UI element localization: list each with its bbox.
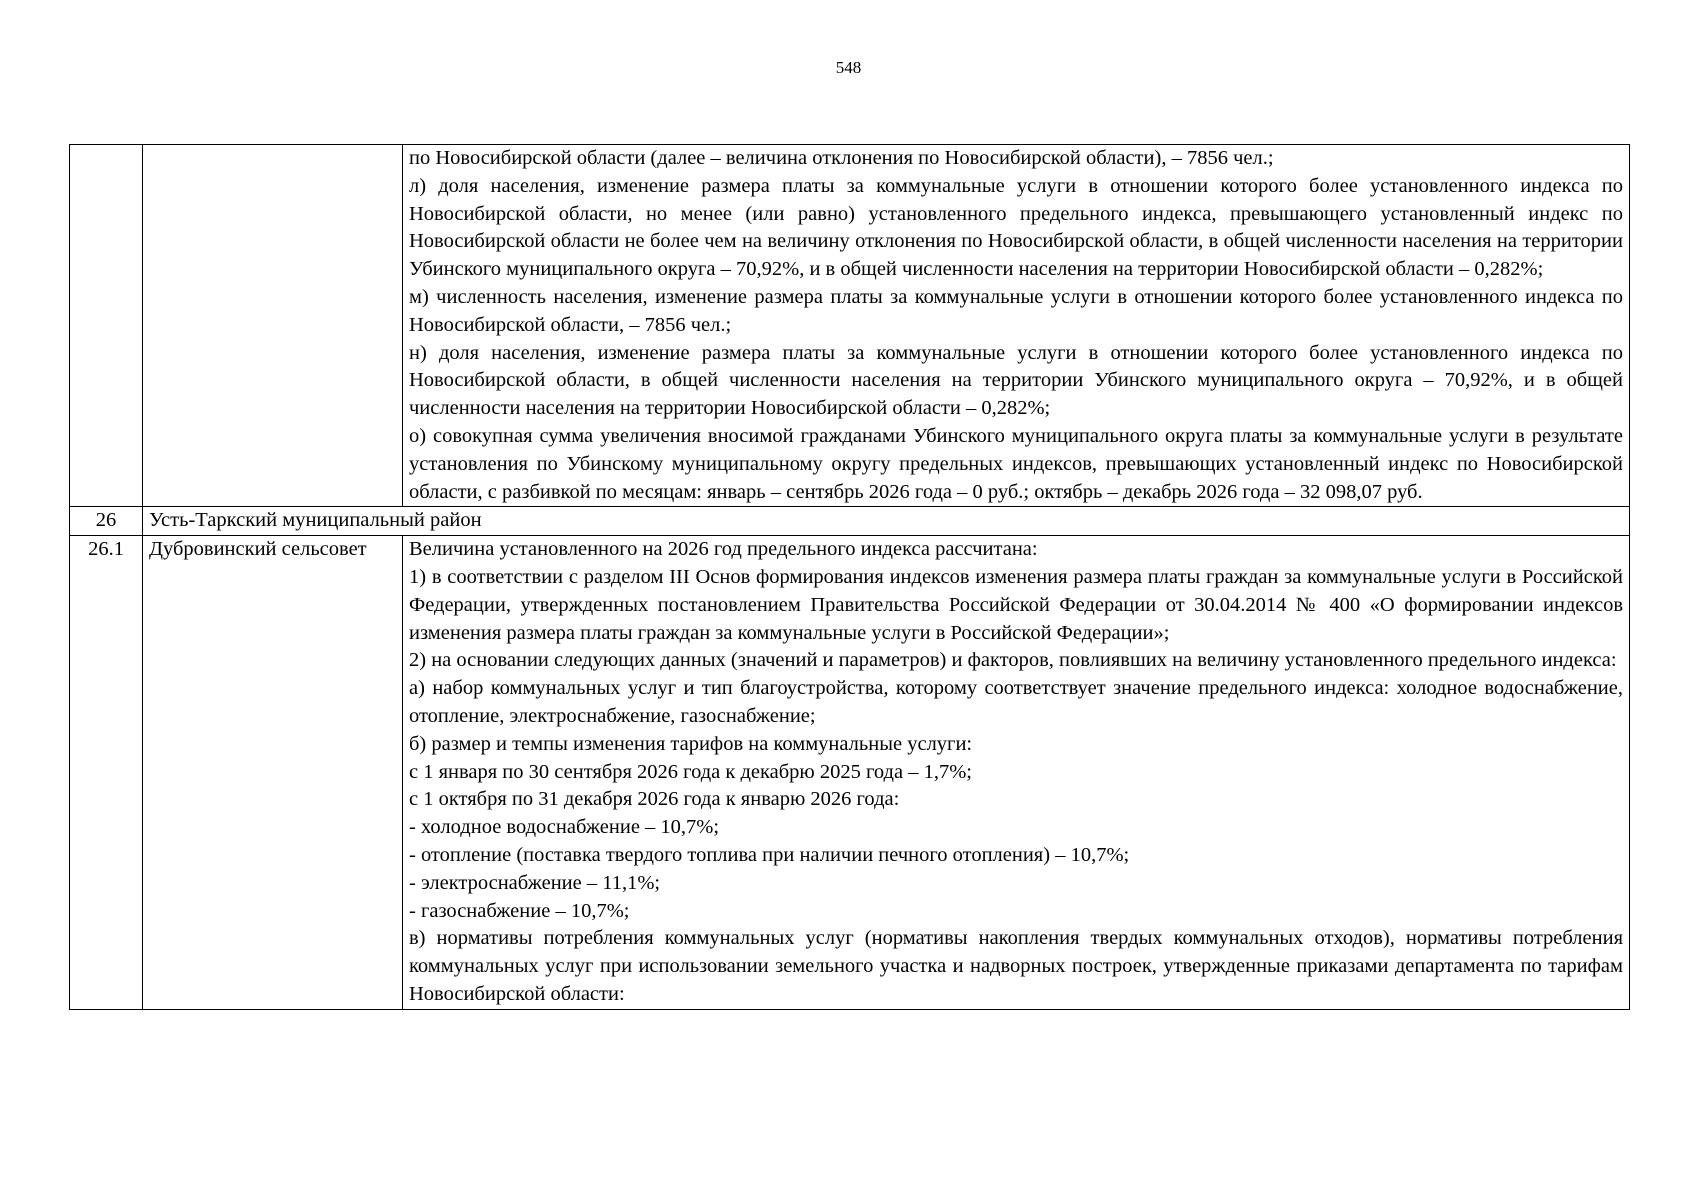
paragraph: - отопление (поставка твердого топлива при наличии печного отопления) – 10,7%; (409, 843, 1130, 866)
paragraph: м) численность населения, изменение размера платы за коммунальные услуги в отношении которого более установленного индекса по Новосибирской области, – 7856 чел.; (409, 285, 1623, 336)
table-row (70, 145, 1630, 507)
paragraph: в) нормативы потребления коммунальных услуг (нормативы накопления твердых коммунальных отходов), нормативы потребления коммунальных услуг при использовании земельного участка и надворных построек, утвержденные приказами департамента по тарифам Новосибирской области: (409, 927, 1623, 1005)
page-number: 548 (835, 58, 862, 77)
paragraph: - газоснабжение – 10,7%; (409, 899, 630, 922)
paragraph: б) размер и темпы изменения тарифов на коммунальные услуги: (409, 732, 973, 755)
municipality-name-cell: Дубровинский сельсовет (143, 536, 403, 1010)
table-row (70, 507, 1630, 536)
description-cell (403, 536, 1630, 1010)
row-number-cell: 26.1 (70, 536, 143, 1010)
paragraph: л) доля населения, изменение размера платы за коммунальные услуги в отношении которого более установленного индекса по Новосибирской области, но менее (или равно) установленного предельного индекса, превышающего установленный индекс по Новосибирской области не более чем на величину отклонения по Новосибирской области, в общей численности населения на территории Убинского муниципального округа – 70,92%, и в общей численности населения на территории Новосибирской области – 0,282%; (409, 174, 1623, 281)
paragraph: н) доля населения, изменение размера платы за коммунальные услуги в отношении которого более установленного индекса по Новосибирской области, в общей численности населения на территории Убинского муниципального округа – 70,92%, и в общей численности населения на территории Новосибирской области – 0,282%; (409, 341, 1623, 420)
paragraph: с 1 января по 30 сентября 2026 года к декабрю 2025 года – 1,7%; (409, 760, 972, 783)
paragraph: с 1 октября по 31 декабря 2026 года к январю 2026 года: (409, 788, 900, 811)
section-heading-cell: Усть-Таркский муниципальный район (143, 507, 1630, 536)
paragraph: 1) в соответствии с разделом III Основ формирования индексов изменения размера платы граждан за коммунальные услуги в Российской Федерации, утвержденных постановлением Правительства Российской Федерации от 30.04.2014 № 400 «О формировании индексов изменения размера платы граждан за коммунальные услуги в Российской Федерации»; (409, 565, 1623, 644)
paragraph: 2) на основании следующих данных (значений и параметров) и факторов, повлиявших на величину установленного предельного индекса: (409, 649, 1617, 672)
paragraph: Величина установленного на 2026 год предельного индекса рассчитана: (409, 538, 1038, 561)
paragraph: о) совокупная сумма увеличения вносимой гражданами Убинского муниципального округа платы за коммунальные услуги в результате установления по Убинскому муниципальному округу предельных индексов, превышающих установленный индекс по Новосибирской области, с разбивкой по месяцам: январь – сентябрь 2026 года – 0 руб.; октябрь – декабрь 2026 года – 32 098,07 руб. (409, 424, 1623, 503)
paragraph: а) набор коммунальных услуг и тип благоустройства, которому соответствует значение предельного индекса: холодное водоснабжение, отопление, электроснабжение, газоснабжение; (409, 677, 1623, 727)
document-table (69, 144, 1630, 1010)
table-row (70, 536, 1630, 1010)
paragraph: по Новосибирской области (далее – величина отклонения по Новосибирской области), – 7856 чел.; (409, 147, 1274, 169)
description-cell (403, 145, 1630, 507)
municipality-name-cell (143, 145, 403, 507)
paragraph: - холодное водоснабжение – 10,7%; (409, 816, 720, 839)
paragraph: - электроснабжение – 11,1%; (409, 871, 661, 894)
row-number-cell (70, 145, 143, 507)
row-number-cell: 26 (70, 507, 143, 536)
